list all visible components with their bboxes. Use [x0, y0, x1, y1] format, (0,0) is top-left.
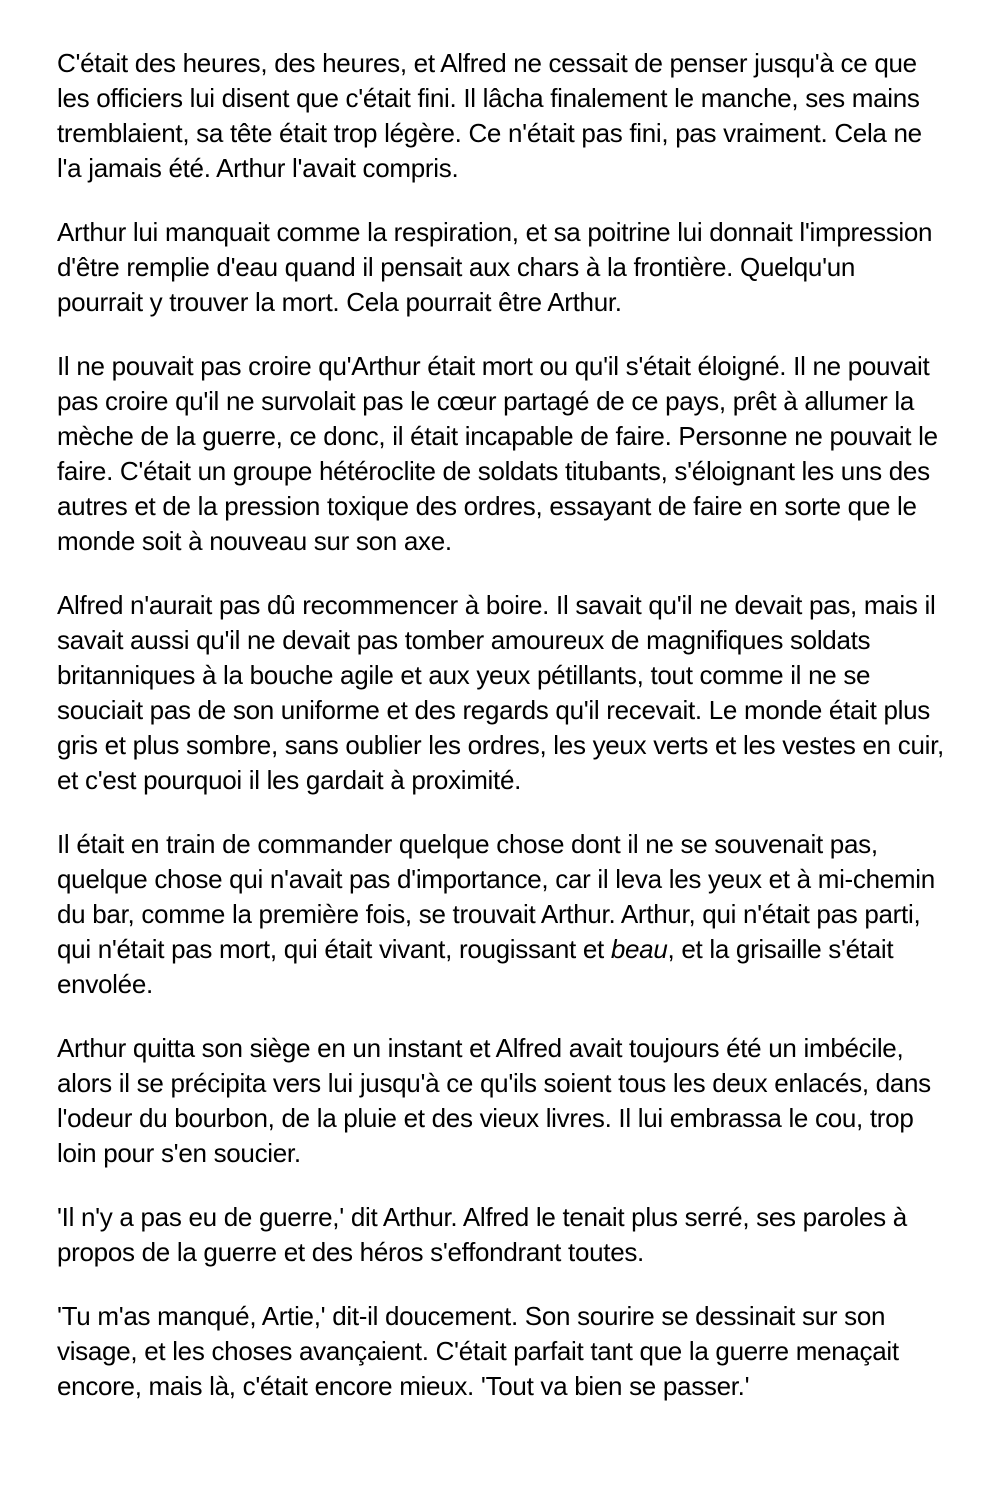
paragraph-4: Alfred n'aurait pas dû recommencer à boire. Il savait qu'il ne devait pas, mais il savait aussi qu'il ne devait pas tomber amoureux de magnifiques soldats britanniques à la bouche agile et aux yeux pétillants, tout comme il ne se souciait pas de son uniforme et des regards qu'il recevait. Le monde était plus gris et plus sombre, sans oublier les ordres, les yeux verts et les vestes en cuir, et c'est pourquoi il les gardait à proximité.: [57, 590, 944, 795]
paragraph-5: [57, 827, 946, 1002]
paragraph-8: 'Tu m'as manqué, Artie,' dit-il doucement. Son sourire se dessinait sur son visage, et les choses avançaient. C'était parfait tant que la guerre menaçait encore, mais là, c'était encore mieux. 'Tout va bien se passer.': [57, 1301, 899, 1401]
paragraph-5-text-after: , et la grisaille s'était envolée.: [57, 934, 894, 999]
paragraph-2: Arthur lui manquait comme la respiration, et sa poitrine lui donnait l'impression d'être remplie d'eau quand il pensait aux chars à la frontière. Quelqu'un pourrait y trouver la mort. Cela pourrait être Arthur.: [57, 217, 933, 317]
paragraph-3: Il ne pouvait pas croire qu'Arthur était mort ou qu'il s'était éloigné. Il ne pouvait pas croire qu'il ne survolait pas le cœur partagé de ce pays, prêt à allumer la mèche de la guerre, ce donc, il était incapable de faire. Personne ne pouvait le faire. C'était un groupe hétéroclite de soldats titubants, s'éloignant les uns des autres et de la pression toxique des ordres, essayant de faire en sorte que le monde soit à nouveau sur son axe.: [57, 351, 938, 556]
paragraph-7: 'Il n'y a pas eu de guerre,' dit Arthur. Alfred le tenait plus serré, ses paroles à propos de la guerre et des héros s'effondrant toutes.: [57, 1202, 907, 1267]
paragraph-5-italic-word: beau: [610, 934, 668, 964]
paragraph-6: Arthur quitta son siège en un instant et Alfred avait toujours été un imbécile, alors il se précipita vers lui jusqu'à ce qu'ils soient tous les deux enlacés, dans l'odeur du bourbon, de la pluie et des vieux livres. Il lui embrassa le cou, trop loin pour s'en soucier.: [57, 1033, 931, 1168]
paragraph-1: C'était des heures, des heures, et Alfred ne cessait de penser jusqu'à ce que les officiers lui disent que c'était fini. Il lâcha finalement le manche, ses mains tremblaient, sa tête était trop légère. Ce n'était pas fini, pas vraiment. Cela ne l'a jamais été. Arthur l'avait compris.: [57, 48, 922, 183]
paragraph-5-text-before: Il était en train de commander quelque chose dont il ne se souvenait pas, quelque chose qui n'avait pas d'importance, car il leva les yeux et à mi-chemin du bar, comme la première fois, se trouvait Arthur. Arthur, qui n'était pas parti, qui n'était pas mort, qui était vivant, rougissant et: [57, 829, 935, 964]
